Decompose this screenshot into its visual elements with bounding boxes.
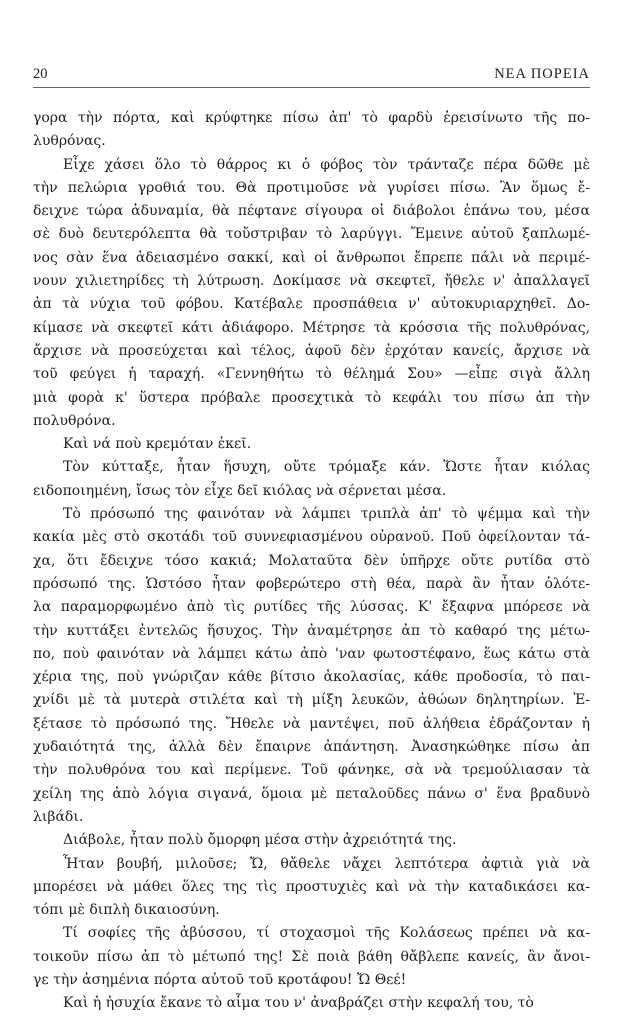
text-line: τόπι μὲ διπλὴ δικαιοσύνη. xyxy=(33,902,220,919)
text-line: ειδοποιημένη, ἴσως τὸν εἶχε δεῖ κιόλας νὰ σέρνεται μέσα. xyxy=(33,482,447,499)
text-line: μιὰ φορὰ κ' ὕστερα πρόβαλε προσεχτικὰ τὸ κεφάλι του πίσω ἀπ τὴν xyxy=(33,389,590,406)
body-text xyxy=(33,107,590,1016)
text-line: Εἶχε χάσει ὅλο τὸ θάρρος κι ὁ φόβος τὸν τράνταζε πέρα δῶθε μὲ xyxy=(63,156,590,173)
text-line: νος σὰν ἕνα ἀδειασμένο σακκί, καὶ οἱ ἄνθρωποι ἔπρεπε πάλι νὰ περιμέ- xyxy=(33,249,590,266)
text-line: Διάβολε, ἦταν πολὺ ὄμορφη μέσα στὴν ἀχρειότητά της. xyxy=(63,832,457,849)
text-line: τοικοῦν πίσω ἀπ τὸ μέτωπό της! Σὲ ποιὰ βάθη θἄβλεπε κανείς, ἂν ἄνοι- xyxy=(33,948,590,965)
paragraph xyxy=(33,503,590,829)
text-line: χυδαιότητά της, ἀλλὰ δὲν ἔπαιρνε ἀπάντηση. Ἀνασηκώθηκε πίσω ἀπ xyxy=(33,739,590,756)
text-line: λιβάδι. xyxy=(33,808,84,825)
text-line: πολυθρόνα. xyxy=(33,412,116,429)
text-line: τοῦ φεύγει ἡ ταραχή. «Γεννηθήτω τὸ θέλημά Σου» —εἶπε σιγὰ ἄλλη xyxy=(33,366,590,383)
text-line: ξέτασε τὸ πρόσωπό της. Ἤθελε νὰ μαντέψει, ποῦ ἀλήθεια ἐδράζονταν ἡ xyxy=(33,715,590,732)
text-line: νουν χιλιετηρίδες τὴ λύτρωση. Δοκίμασε νὰ σκεφτεῖ, ἤθελε ν' ἀπαλλαγεῖ xyxy=(33,273,590,290)
text-line: λα παραμορφωμένο ἀπὸ τὶς ρυτίδες τῆς λύσσας. Κ' ἔξαφνα μπόρεσε νὰ xyxy=(33,599,590,616)
text-line: χνίδι μὲ τὰ μυτερὰ στιλέτα καὶ τὴ μίξη λευκῶν, ἀθώων δηλητηρίων. Ἐ- xyxy=(33,692,590,709)
text-line: ἀπ τὰ νύχια τοῦ φόβου. Κατέβαλε προσπάθεια ν' αὐτοκυριαρχηθεῖ. Δο- xyxy=(33,296,590,313)
text-line: σὲ δυὸ δευτερόλεπτα θὰ τοὔστριβαν τὸ λαρύγγι. Ἔμεινε αὐτοῦ ξαπλωμέ- xyxy=(33,226,590,243)
text-line: Καὶ ἡ ἡσυχία ἔκανε τὸ αἷμα του ν' ἀναβράζει στὴν κεφαλή του, τὸ xyxy=(63,995,534,1012)
paragraph xyxy=(33,456,590,503)
header-rule xyxy=(33,87,590,88)
paragraph xyxy=(33,433,590,456)
running-title: ΝΕΑ ΠΟΡΕΙΑ xyxy=(494,66,590,82)
text-line: κακία μὲς στὸ σκοτάδι τοῦ συννεφιασμένου οὐρανοῦ. Ποῦ ὀφείλονταν τά- xyxy=(33,529,590,546)
text-line: λυθρόνας. xyxy=(33,133,106,150)
text-line: γορα τὴν πόρτα, καὶ κρύφτηκε πίσω ἀπ' τὸ φαρδὺ ἐρεισίνωτο τῆς πο- xyxy=(33,110,590,126)
text-line: Καὶ νά ποὺ κρεμόταν ἐκεῖ. xyxy=(63,436,252,453)
text-line: κίμασε νὰ σκεφτεῖ κάτι ἀδιάφορο. Μέτρησε τὰ κρόσσια τῆς πολυθρόνας, xyxy=(33,319,590,336)
page-header xyxy=(33,66,590,84)
page-number: 20 xyxy=(33,66,48,82)
text-line: τὴν πολυθρόνα του καὶ περίμενε. Τοῦ φάνηκε, σὰ νὰ τρεμούλιασαν τὰ xyxy=(33,762,590,779)
text-line: χα, ὅτι ἔδειχνε τόσο κακιά; Μολαταῦτα δὲν ὑπῆρχε οὔτε ρυτίδα στὸ xyxy=(33,552,590,569)
text-line: Ἦταν βουβή, μιλοῦσε; Ὤ, θἄθελε νἄχει λεπτότερα ἀφτιὰ γιὰ νὰ xyxy=(63,855,590,872)
text-line: δειχνε τώρα ἀδυναμία, θὰ πέφτανε σίγουρα οἱ διάβολοι ἐπάνω του, μέσα xyxy=(33,203,590,220)
text-line: μπορέσει νὰ μάθει ὅλες της τὶς προστυχιὲς καὶ νὰ τὴν καταδικάσει κα- xyxy=(33,878,590,895)
text-line: τὴν κυττάξει ἐντελῶς ἥσυχος. Τὴν ἀναμέτρησε ἀπ τὸ καθαρό της μέτω- xyxy=(33,622,590,639)
text-line: Τί σοφίες τῆς ἀβύσσου, τί στοχασμοὶ τῆς Κολάσεως πρέπει νὰ κα- xyxy=(63,925,590,942)
text-line: χείλη της ἀπὸ λόγια σιγανά, ὅμοια μὲ πεταλοῦδες πάνω σ' ἕνα βραδυνὸ xyxy=(33,785,590,802)
text-line: χέρια της, ποὺ γνώριζαν κάθε βίτσιο ἀκολασίας, κάθε προδοσία, τὸ παι- xyxy=(33,669,590,686)
paragraph xyxy=(33,853,590,923)
paragraph xyxy=(33,829,590,852)
text-line: πο, ποὺ φαινόταν νὰ λάμπει κάτω ἀπὸ 'ναν φωτοστέφανο, ἕως κάτω στὰ xyxy=(33,645,590,662)
paragraph xyxy=(33,922,590,992)
paragraph xyxy=(33,154,590,434)
paragraph xyxy=(33,107,590,154)
text-line: Τὸ πρόσωπό της φαινόταν νὰ λάμπει τριπλὰ ἀπ' τὸ ψέμμα καὶ τὴν xyxy=(63,506,590,523)
text-line: πρόσωπό της. Ὡστόσο ἦταν φοβερώτερο στὴ θέα, παρὰ ἂν ἦταν ὁλότε- xyxy=(33,575,590,592)
text-line: ἄρχισε νὰ προσεύχεται καὶ τέλος, ἀφοῦ δὲν ἐρχόταν κανείς, ἄρχισε νὰ xyxy=(33,342,590,359)
text-line: γε τὴν ἀσημένια πόρτα αὐτοῦ τοῦ κροτάφου! Ὤ Θεέ! xyxy=(33,971,407,988)
paragraph xyxy=(33,992,590,1015)
text-line: τὴν πελώρια γροθιά του. Θὰ προτιμοῦσε νὰ γυρίσει πίσω. Ἂν ὅμως ἔ- xyxy=(33,179,590,196)
text-line: Τὸν κύτταξε, ἦταν ἥσυχη, οὔτε τρόμαξε κάν. Ὥστε ἦταν κιόλας xyxy=(63,459,590,476)
